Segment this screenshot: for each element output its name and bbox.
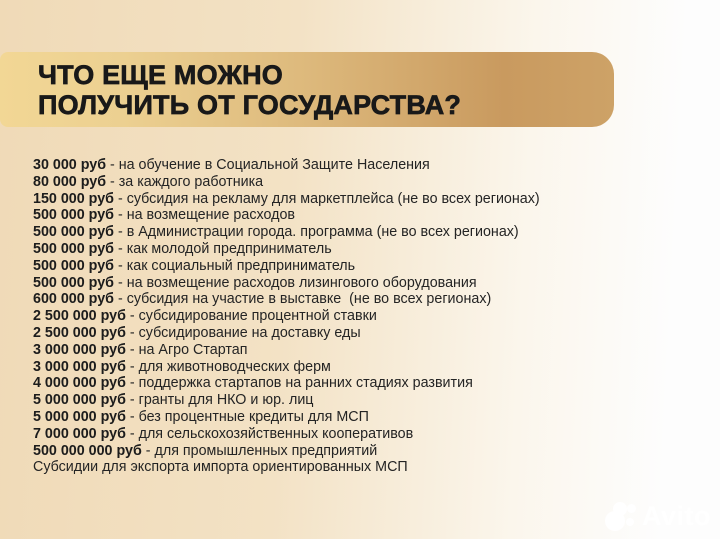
benefit-row bbox=[33, 207, 540, 224]
benefit-row bbox=[33, 342, 540, 359]
benefit-row bbox=[33, 174, 540, 191]
benefit-row bbox=[33, 359, 540, 376]
benefit-amount: 500 000 руб bbox=[33, 257, 114, 274]
benefits-list bbox=[33, 157, 540, 476]
benefit-description: - на возмещение расходов лизингового оборудования bbox=[113, 274, 477, 291]
benefit-row bbox=[33, 375, 540, 392]
benefit-amount: 2 500 000 руб bbox=[33, 308, 126, 325]
avito-logo-circle-tiny bbox=[626, 518, 634, 526]
benefit-row bbox=[33, 191, 540, 208]
avito-logo-icon bbox=[604, 500, 638, 532]
avito-logo-circle-small bbox=[627, 504, 636, 513]
benefit-row bbox=[33, 459, 540, 476]
avito-logo-circle-medium bbox=[613, 502, 627, 516]
benefit-row bbox=[33, 308, 540, 325]
benefit-description: - в Администрации города. программа (не во всех регионах) bbox=[113, 224, 519, 241]
benefit-description: - гранты для НКО и юр. лиц bbox=[125, 392, 314, 409]
benefit-description: - субсидия на рекламу для маркетплейса (не во всех регионах) bbox=[113, 190, 540, 207]
avito-watermark bbox=[604, 500, 711, 532]
benefit-description: - как молодой предприниматель bbox=[113, 240, 332, 257]
benefit-row bbox=[33, 275, 540, 292]
benefit-amount: 30 000 руб bbox=[33, 157, 107, 173]
benefit-description: - без процентные кредиты для МСП bbox=[125, 408, 369, 425]
benefit-description: - на обучение в Социальной Защите Населения bbox=[106, 157, 430, 173]
benefit-row bbox=[33, 241, 540, 258]
header-banner bbox=[0, 52, 614, 127]
benefit-description: - за каждого работника bbox=[106, 173, 264, 190]
benefit-description: - на возмещение расходов bbox=[113, 207, 295, 224]
benefit-amount: 3 000 000 руб bbox=[33, 341, 126, 358]
benefit-description: - субсидирование на доставку еды bbox=[125, 324, 361, 341]
benefit-amount: 500 000 000 руб bbox=[33, 442, 142, 459]
page-title-line-2: ПОЛУЧИТЬ ОТ ГОСУДАРСТВА? bbox=[38, 89, 462, 120]
benefit-row bbox=[33, 224, 540, 241]
benefit-description: - как социальный предприниматель bbox=[113, 257, 356, 274]
benefit-row bbox=[33, 392, 540, 409]
benefit-amount: 4 000 000 руб bbox=[33, 375, 126, 392]
benefit-row bbox=[33, 325, 540, 342]
benefit-description: - субсидирование процентной ставки bbox=[125, 308, 377, 325]
benefit-amount: 500 000 руб bbox=[33, 274, 114, 291]
benefit-amount: 80 000 руб bbox=[33, 173, 107, 190]
benefit-amount: 7 000 000 руб bbox=[33, 425, 126, 442]
page-title-line-1: ЧТО ЕЩЕ МОЖНО bbox=[38, 59, 283, 90]
avito-wordmark: Avito bbox=[642, 501, 711, 531]
benefit-row bbox=[33, 443, 540, 460]
benefit-description: Субсидии для экспорта импорта ориентированных МСП bbox=[33, 459, 408, 476]
benefit-amount: 3 000 000 руб bbox=[33, 358, 126, 375]
benefit-description: - субсидия на участие в выставке (не во всех регионах) bbox=[113, 291, 492, 308]
benefit-description: - для промышленных предприятий bbox=[141, 442, 378, 459]
benefit-description: - на Агро Стартап bbox=[125, 341, 248, 358]
benefit-description: - поддержка стартапов на ранних стадиях развития bbox=[125, 375, 473, 392]
benefit-row bbox=[33, 291, 540, 308]
benefit-amount: 5 000 000 руб bbox=[33, 392, 126, 409]
benefit-amount: 600 000 руб bbox=[33, 291, 114, 308]
benefit-row bbox=[33, 258, 540, 275]
benefit-description: - для животноводческих ферм bbox=[125, 358, 331, 375]
benefit-amount: 5 000 000 руб bbox=[33, 408, 126, 425]
benefit-amount: 500 000 руб bbox=[33, 224, 114, 241]
benefit-row bbox=[33, 409, 540, 426]
benefit-amount: 500 000 руб bbox=[33, 207, 114, 224]
benefit-row bbox=[33, 426, 540, 443]
benefit-amount: 2 500 000 руб bbox=[33, 324, 126, 341]
benefit-description: - для сельскохозяйственных кооперативов bbox=[125, 425, 414, 442]
benefit-row bbox=[33, 157, 540, 174]
benefit-amount: 150 000 руб bbox=[33, 190, 114, 207]
benefit-amount: 500 000 руб bbox=[33, 240, 114, 257]
